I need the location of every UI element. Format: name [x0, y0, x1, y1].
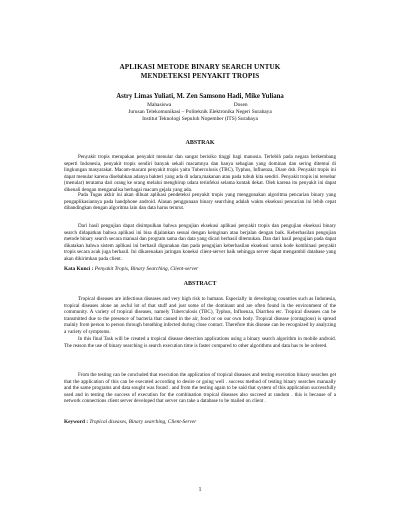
abstract-paragraph-3: From the testing can be concluded that execution the application of tropical diseases and testing execution binary searches get that the application of this can be executed according to desire or going well . success method of testing binary searches manually and the same programs and data sought was found . and from the testing again to be said that system of this application successfully used and in testing the success of execution for the combination tropical diseases also succeed at random . this is because of a network connections client server developed that server can take a database to be mailed on client . [64, 372, 336, 405]
abstrak-paragraph-1: Penyakit tropis merupakan penyakit menular dan sangat berisiko tinggi bagi manusia. Terlebih pada negara berkembang seperti Indonesia, penyakit tropis sendiri banyak sekali macamnya dan hanya sebagian yang dominan dan sering ditemui di lingkungan masyarakat. Macam-macam penyakit tropis yaitu Tuberculosis (TBC), Typhus, Influenza, Diare dsb. Penyakit tropis ini dapat menular karena disebabkan adanya bakteri yang ada di udara,makanan atau pada tubuh kita sendiri. Penyakit tropis ini tersebar (menular) teratama dari orang ke orang melalui menghirup udara terinfeksi selama kontak dekat. Oleh karena itu penyakit ini dapat dikenali dengan menganalisa berbagai macam gejala yang ada. [64, 154, 336, 193]
keyword-line [64, 419, 336, 426]
role-student: Mahasiswa [147, 102, 172, 108]
abstrak-paragraph-3: Dari hasil pengujian dapat disimpulkan bahwa pengujian eksekusi aplikasi penyakit tropis dan pengujian eksekusi binary search didapatkan bahwa aplikasi ini bisa dijalankan sesuai dengan keinginan atau berjalan dengan baik. Keberhasilan pengujian metode binary search secara manual dan program sama dan data yang dicari berhasil ditemukan. Dan dari hasil pengujian pada dapat dikatakan bahwa sistem aplikasi ini berhasil digunakan dan pada pengujian keberhasilan eksekusi untuk kode kombinasi penyakit tropis secara acak juga berhasil. Ini dikarenakan jaringan koneksi client-server baik sehingga server dapat mengambil database yang akan dikirimkan pada client. [64, 223, 336, 262]
paper-title-line-2: MENDETEKSI PENYAKIT TROPIS [140, 72, 260, 80]
author-roles [0, 102, 400, 108]
abstract-heading: ABSTRACT [183, 281, 217, 287]
affiliation-line-2: Institut Teknologi Sepuluh Nopember (ITS) Surabaya [142, 116, 258, 122]
keyword-label: Keyword : [64, 419, 88, 425]
page-number: 1 [198, 487, 202, 493]
kata-kunci-line [64, 266, 336, 273]
abstrak-heading: ABSTRAK [185, 140, 215, 146]
kata-kunci-values: Penyakit Tropis, Binary Searching, Client-server [94, 266, 199, 272]
abstract-paragraph-2: In this final Task will be created a tropical disease detection applications using a binary search algorithm in mobile android. The reason the use of binary searching is search execution time is faster compared to other algorithms and data has to be ordered. [64, 336, 336, 349]
kata-kunci-label: Kata Kunci : [64, 266, 94, 272]
paper-title-line-1: APLIKASI METODE BINARY SEARCH UNTUK [119, 63, 281, 71]
abstract-paragraph-1: Tropical diseases are infectious diseases and very high risk to humans. Especially in developing countries such as Indonesia, tropical diseases alone an awful lot of that stuff and just some of the dominant and are often found in the environment of the community. A variety of tropical diseases, namely Tuberculosis (TBC), Typhus, Influenza, Diarrhea etc. Tropical diseases can be transmitted due to the presence of bacteria that caused in the air, food or on our own body. Tropical disease (contagious) is spread mainly from person to person through breathing infected during close contact. Therefore this disease can be recognized by analyzing a variety of symptoms. [64, 296, 336, 335]
keyword-values: Tropical diseases, Binary searching, Client-Server [89, 419, 197, 425]
abstrak-paragraph-2: Pada Tugas akhir ini akan dibuat aplikasi pendeteksi penyakit tropis yang menggunakan algoritma pencarian binary yang pengaplikasiannya pada handphone android. Alasan penggunaan binary searching adalah waktu eksekusi pencarian ini lebih cepat dibandingkan dengan algoritma lain dan data harus terurut. [64, 192, 336, 212]
author-list: Astry Limas Yuliati, M. Zen Samsono Hadi, Mike Yuliana [116, 93, 284, 100]
affiliation-line-1: Jurusan Telekomunikasi – Politeknik Elektronika Negeri Surabaya [128, 109, 272, 115]
role-lecturer: Dosen [233, 102, 248, 108]
